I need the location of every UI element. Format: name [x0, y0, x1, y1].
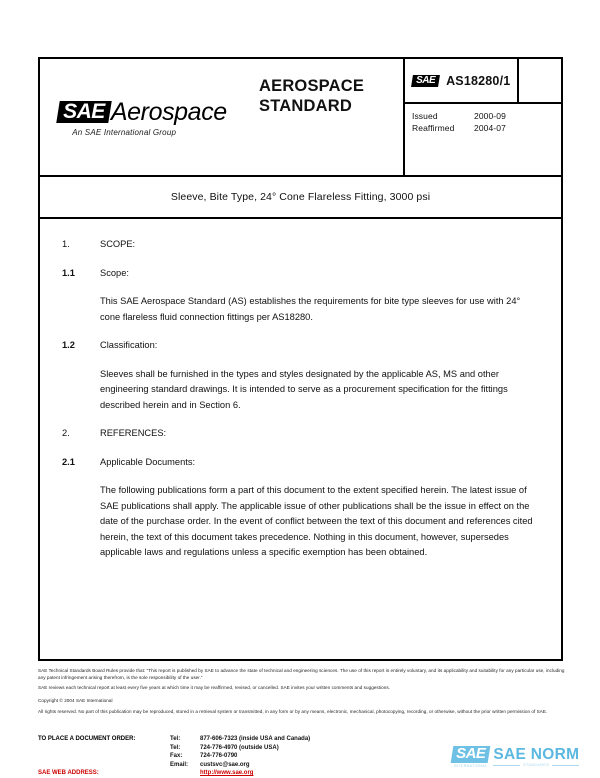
- standard-type-line2: STANDARD: [259, 97, 352, 115]
- section-heading-references: [62, 426, 541, 442]
- sae-small-logo-text: SAE: [416, 74, 436, 86]
- contact-value: 877-606-7323 (inside USA and Canada): [200, 736, 311, 742]
- section-title: Classification:: [100, 340, 158, 350]
- reaffirmed-value: 2004-07: [474, 123, 506, 133]
- logo-tagline: An SAE International Group: [72, 127, 177, 137]
- contact-key: Email:: [170, 761, 189, 768]
- contact-key: Tel:: [170, 744, 181, 751]
- sae-aerospace-logo: [40, 59, 245, 175]
- sae-logo-mark-text: SAE: [63, 100, 105, 123]
- logo-aerospace-word: Aerospace: [110, 97, 227, 126]
- section-title: Scope:: [100, 267, 129, 278]
- section-number: 2.1: [62, 456, 75, 467]
- document-number-cell: [405, 59, 517, 102]
- contact-key: Tel:: [170, 736, 181, 742]
- sae-norm-logo-text: SAE: [456, 745, 486, 762]
- legal-standards-board-rules: SAE Technical Standards Board Rules provide that: “This report is published by SAE to advance the state of technical and engineering sciences. The use of this report is entirely voluntary, and its applicability and suitability for any particular use, including any patent infringement arising therefrom, is the sole responsibility of the user.”: [38, 668, 565, 680]
- sae-norm-logo-subtext: INTERNATIONAL: [453, 764, 488, 768]
- sae-web-address-link[interactable]: http://www.sae.org: [200, 770, 254, 777]
- legal-copyright: Copyright © 2004 SAE International: [38, 698, 113, 703]
- document-title-band: [40, 177, 561, 219]
- paragraph-scope: This SAE Aerospace Standard (AS) establishes the requirements for bite type sleeves for use with 24° cone flareless fluid connection fittings per AS18280.: [100, 296, 521, 322]
- paragraph-applicable-documents: The following publications form a part of this document to the extent specified herein. The latest issue of SAE publications shall apply. The applicable issue of other publications shall be the issue in effect on the date of the purchase order. In the event of conflict between the text of this document and references cited herein, the text of this document takes precedence. Nothing in this document, however, supersedes applicable laws and regulations unless a specific exemption has been obtained.: [100, 485, 533, 557]
- section-number: 1.2: [62, 340, 75, 350]
- section-number: 2.: [62, 428, 70, 438]
- reaffirmed-row: [412, 122, 561, 134]
- document-header: [40, 59, 561, 177]
- sae-norm-title: SAE NORM: [493, 746, 580, 763]
- sae-logo-mark: [56, 101, 111, 123]
- document-body: [40, 219, 561, 561]
- sae-norm-rule: [493, 763, 579, 767]
- rule-bar-left: [493, 765, 520, 766]
- document-number: AS18280/1: [446, 73, 511, 88]
- contact-fax: [170, 752, 438, 761]
- section-heading-scope: [62, 237, 541, 253]
- section-number: 1.: [62, 239, 70, 249]
- document-frame: [38, 57, 563, 661]
- section-title: Applicable Documents:: [100, 456, 196, 467]
- reaffirmed-label: Reaffirmed: [412, 123, 455, 133]
- issued-label: Issued: [412, 111, 438, 121]
- contact-value: 724-776-0790: [200, 753, 238, 760]
- section-number: 1.1: [62, 267, 75, 278]
- order-label: TO PLACE A DOCUMENT ORDER:: [38, 736, 136, 742]
- contact-email: [170, 761, 438, 770]
- section-title: REFERENCES:: [100, 428, 167, 438]
- sae-norm-logo-mark: [451, 746, 491, 763]
- issued-row: [412, 110, 561, 122]
- section-heading-scope-sub: [62, 266, 541, 282]
- sae-norm-watermark-logo: [452, 742, 588, 772]
- section-title: SCOPE:: [100, 239, 136, 249]
- contact-tel-international: [170, 744, 438, 753]
- standard-type-heading: [245, 59, 403, 175]
- web-address-label: SAE WEB ADDRESS:: [38, 770, 99, 777]
- standard-type-line1: AEROSPACE: [259, 77, 365, 95]
- issued-value: 2000-09: [474, 111, 506, 121]
- contact-key: Fax:: [170, 753, 183, 760]
- legal-rights-reserved: All rights reserved. No part of this publication may be reproduced, stored in a retrieval system or transmitted, in any form or by any means, electronic, mechanical, photocopying, recording, or otherwise, without the prior written permission of SAE.: [38, 709, 548, 714]
- contact-value: custsvc@sae.org: [200, 761, 250, 768]
- order-contact-block: [38, 735, 438, 778]
- paragraph-classification: Sleeves shall be furnished in the types and styles designated by the applicable AS, MS and other engineering standard drawings. It is intended to serve as a procurement specification for the fittings described herein and in Section 6.: [100, 368, 508, 410]
- sae-norm-rule-text: STANDARDS: [523, 763, 550, 767]
- section-heading-applicable-documents: [62, 455, 541, 471]
- document-id-block: [403, 59, 561, 175]
- rule-bar-right: [552, 765, 579, 766]
- legal-review-notice: SAE reviews each technical report at least every five years at which time it may be reaffirmed, revised, or cancelled. SAE invites your written comments and suggestions.: [38, 685, 391, 690]
- section-heading-classification: [62, 338, 541, 354]
- document-dates: [405, 104, 561, 175]
- sae-small-logo-mark: [411, 75, 440, 87]
- contact-value: 724-776-4970 (outside USA): [200, 744, 279, 751]
- document-title: Sleeve, Bite Type, 24° Cone Flareless Fitting, 3000 psi: [170, 191, 431, 203]
- revision-blank-cell: [517, 59, 561, 102]
- contact-tel-domestic: [170, 735, 438, 744]
